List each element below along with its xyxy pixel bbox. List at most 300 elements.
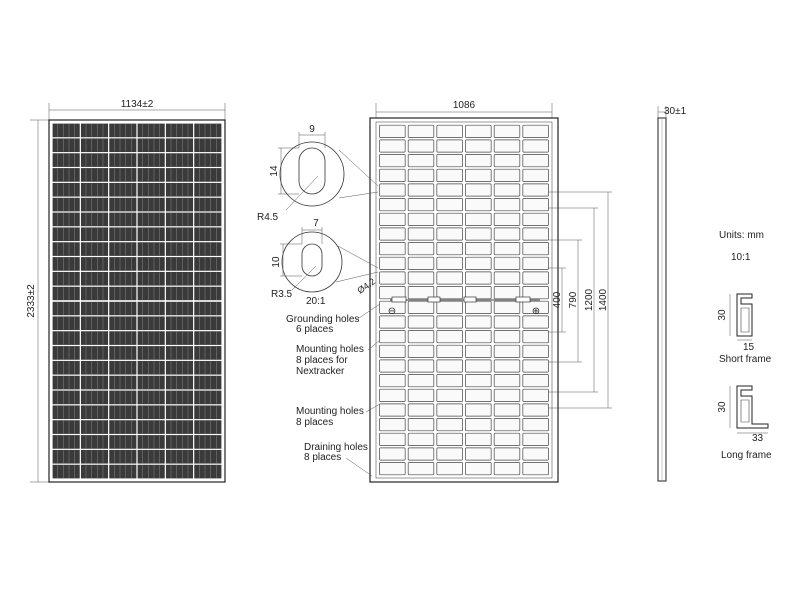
rear-cell	[466, 140, 492, 152]
rear-cell	[494, 331, 520, 343]
rear-cell	[437, 213, 463, 225]
rear-cell	[380, 389, 406, 401]
short-frame-width: 15	[743, 342, 755, 353]
front-cell	[138, 153, 165, 167]
front-cell	[53, 465, 80, 479]
rear-cell	[494, 184, 520, 196]
front-cell	[166, 391, 193, 405]
rear-cell	[523, 389, 549, 401]
front-cell	[166, 316, 193, 330]
front-cell	[53, 257, 80, 271]
hole-bottom-height: 10	[271, 256, 282, 268]
rear-cell	[523, 419, 549, 431]
rear-cell	[523, 463, 549, 475]
front-cell	[194, 316, 221, 330]
rear-cell	[466, 419, 492, 431]
front-cell	[109, 405, 136, 419]
front-cell	[109, 272, 136, 286]
hole-top-radius: R4.5	[257, 212, 279, 223]
front-cell	[81, 405, 108, 419]
front-cell	[138, 287, 165, 301]
front-width-dim: 1134±2	[120, 99, 154, 110]
dim-790: 790	[568, 291, 579, 309]
callout-mounting-nextracker	[296, 340, 380, 377]
front-cell	[138, 227, 165, 241]
rear-cell	[466, 375, 492, 387]
front-cell	[109, 465, 136, 479]
front-cell	[53, 316, 80, 330]
front-cell	[53, 213, 80, 227]
rear-cell	[523, 375, 549, 387]
front-cell	[138, 257, 165, 271]
rear-cell	[523, 243, 549, 255]
callout-mounting-line2: 8 places	[296, 417, 334, 428]
front-cell	[166, 420, 193, 434]
rear-cell	[437, 272, 463, 284]
rear-cell	[494, 301, 520, 313]
rear-cell	[380, 448, 406, 460]
front-cell	[109, 435, 136, 449]
front-cell	[166, 346, 193, 360]
front-cell	[166, 361, 193, 375]
front-cell	[109, 361, 136, 375]
rear-cell	[408, 140, 434, 152]
front-cell	[81, 272, 108, 286]
rear-cell	[380, 155, 406, 167]
rear-cell	[408, 169, 434, 181]
detail-scale: 20:1	[306, 296, 326, 307]
rear-cell	[408, 213, 434, 225]
front-cell	[53, 450, 80, 464]
front-cell	[138, 391, 165, 405]
front-cell	[81, 198, 108, 212]
rear-cell	[437, 184, 463, 196]
front-cell	[138, 361, 165, 375]
rear-cell	[523, 155, 549, 167]
units-scale: 10:1	[731, 252, 751, 263]
rear-cell	[408, 360, 434, 372]
rear-cell	[466, 301, 492, 313]
front-cell	[138, 138, 165, 152]
rear-cell	[466, 316, 492, 328]
rear-cell	[380, 316, 406, 328]
rear-cell	[380, 169, 406, 181]
rear-cell	[466, 404, 492, 416]
front-cell	[166, 168, 193, 182]
front-cell	[166, 138, 193, 152]
rear-cell	[523, 360, 549, 372]
front-cell	[81, 227, 108, 241]
units-label: Units: mm	[719, 230, 764, 241]
front-cell	[194, 138, 221, 152]
rear-cell	[494, 125, 520, 137]
hole-top-height: 14	[269, 165, 280, 177]
front-cell	[138, 420, 165, 434]
short-frame-height: 30	[717, 309, 728, 321]
front-cell	[53, 198, 80, 212]
rear-cell	[408, 345, 434, 357]
rear-cell	[380, 140, 406, 152]
rear-cell	[437, 419, 463, 431]
rear-cell	[466, 125, 492, 137]
rear-cell	[494, 243, 520, 255]
front-cell	[138, 183, 165, 197]
front-cell	[81, 138, 108, 152]
rear-cell	[466, 243, 492, 255]
front-cell	[194, 124, 221, 138]
front-cell	[194, 242, 221, 256]
rear-cell	[494, 404, 520, 416]
rear-cell	[408, 199, 434, 211]
rear-cell	[380, 463, 406, 475]
rear-cell	[408, 125, 434, 137]
rear-cell	[466, 360, 492, 372]
front-cell	[109, 138, 136, 152]
front-cell	[53, 242, 80, 256]
dim-400: 400	[552, 291, 563, 309]
front-cell	[166, 435, 193, 449]
front-cell	[81, 316, 108, 330]
front-cell	[53, 183, 80, 197]
front-cell	[53, 346, 80, 360]
front-cell	[138, 272, 165, 286]
front-cell	[53, 153, 80, 167]
rear-cell	[408, 463, 434, 475]
rear-cell	[494, 463, 520, 475]
rear-cell	[380, 272, 406, 284]
front-cell	[138, 242, 165, 256]
rear-cell	[494, 199, 520, 211]
rear-cell	[408, 331, 434, 343]
rear-cell	[380, 404, 406, 416]
front-cell	[53, 331, 80, 345]
front-cell	[194, 287, 221, 301]
junction-box	[428, 297, 440, 302]
rear-cell	[408, 228, 434, 240]
rear-cell	[466, 155, 492, 167]
rear-cell	[437, 389, 463, 401]
front-cell	[81, 331, 108, 345]
front-cell	[53, 376, 80, 390]
rear-cell	[494, 375, 520, 387]
front-cell	[194, 331, 221, 345]
diameter-label: Ø4.2	[355, 276, 378, 296]
rear-cell	[380, 184, 406, 196]
front-cell	[194, 420, 221, 434]
side-view	[658, 106, 687, 481]
rear-cell	[523, 228, 549, 240]
plus-terminal: ⊕	[531, 306, 541, 317]
rear-cell	[437, 448, 463, 460]
junction-box	[516, 297, 530, 302]
front-cell	[166, 213, 193, 227]
front-cell	[109, 257, 136, 271]
rear-cell	[466, 257, 492, 269]
rear-cell	[380, 360, 406, 372]
long-frame-height: 30	[717, 401, 728, 413]
front-cell	[138, 168, 165, 182]
rear-cell	[380, 228, 406, 240]
dim-1400: 1400	[598, 288, 609, 312]
rear-cell	[408, 257, 434, 269]
rear-cell	[380, 199, 406, 211]
front-cell	[81, 168, 108, 182]
rear-cell	[523, 257, 549, 269]
rear-cell	[408, 316, 434, 328]
minus-terminal: ⊖	[387, 306, 397, 317]
hole-bottom-radius: R3.5	[271, 289, 293, 300]
rear-cell	[466, 331, 492, 343]
rear-cell	[523, 448, 549, 460]
rear-cell	[408, 375, 434, 387]
rear-cell	[437, 404, 463, 416]
front-cell	[81, 183, 108, 197]
rear-cell	[466, 213, 492, 225]
front-cell	[166, 376, 193, 390]
long-frame-profile	[717, 386, 772, 461]
rear-cell	[466, 199, 492, 211]
rear-cell	[523, 199, 549, 211]
front-cell	[53, 435, 80, 449]
rear-cell	[523, 433, 549, 445]
rear-cell	[408, 433, 434, 445]
callout-mounting	[296, 404, 380, 428]
rear-cell	[408, 419, 434, 431]
front-cell	[53, 168, 80, 182]
junction-box	[392, 297, 406, 302]
callout-draining-line2: 8 places	[304, 452, 342, 463]
rear-cell	[437, 155, 463, 167]
rear-cell	[437, 316, 463, 328]
rear-cell	[466, 463, 492, 475]
front-cell	[109, 153, 136, 167]
front-cell	[194, 391, 221, 405]
callout-grounding	[286, 304, 380, 335]
rear-cell	[494, 257, 520, 269]
front-cell	[194, 435, 221, 449]
rear-cell	[494, 345, 520, 357]
front-cell	[194, 346, 221, 360]
front-cell	[194, 257, 221, 271]
front-cell	[194, 361, 221, 375]
junction-box	[464, 297, 476, 302]
rear-cell	[437, 257, 463, 269]
rear-cell	[408, 272, 434, 284]
front-height-dim: 2333±2	[26, 284, 37, 318]
rear-cell	[437, 360, 463, 372]
rear-cell	[437, 125, 463, 137]
rear-cell	[494, 272, 520, 284]
front-cell	[109, 168, 136, 182]
front-cell	[138, 376, 165, 390]
hole-top-width: 9	[309, 124, 315, 135]
rear-cell	[437, 228, 463, 240]
rear-cell	[380, 257, 406, 269]
front-cell	[81, 346, 108, 360]
front-cell	[109, 124, 136, 138]
front-cell	[81, 420, 108, 434]
rear-cell	[437, 331, 463, 343]
rear-cell	[437, 169, 463, 181]
rear-cell	[380, 433, 406, 445]
front-cell	[166, 405, 193, 419]
front-cell	[166, 257, 193, 271]
front-cell	[109, 287, 136, 301]
rear-cell	[380, 375, 406, 387]
rear-cell	[466, 228, 492, 240]
rear-cell	[494, 360, 520, 372]
rear-cell	[494, 169, 520, 181]
front-cell	[194, 272, 221, 286]
front-cell	[166, 465, 193, 479]
front-cell	[81, 376, 108, 390]
front-cell	[138, 346, 165, 360]
front-cell	[194, 168, 221, 182]
rear-cell	[437, 375, 463, 387]
front-cell	[166, 183, 193, 197]
front-cell	[81, 124, 108, 138]
front-cell	[53, 361, 80, 375]
front-cell	[81, 242, 108, 256]
rear-cell	[523, 125, 549, 137]
front-cell	[109, 183, 136, 197]
front-cell	[53, 124, 80, 138]
rear-cell	[380, 331, 406, 343]
rear-cell	[494, 316, 520, 328]
front-cell	[53, 391, 80, 405]
callout-grounding-line2: 6 places	[296, 324, 334, 335]
rear-view	[257, 100, 612, 482]
thickness-dim: 30±1	[664, 106, 687, 117]
hole-detail-top	[257, 124, 378, 223]
dim-1200: 1200	[584, 288, 595, 312]
rear-cell	[494, 433, 520, 445]
rear-cell	[523, 331, 549, 343]
front-cell	[109, 331, 136, 345]
rear-cell	[494, 140, 520, 152]
rear-cell	[523, 345, 549, 357]
front-cell	[194, 198, 221, 212]
rear-cell	[437, 140, 463, 152]
front-cell	[194, 227, 221, 241]
front-cell	[53, 302, 80, 316]
front-cell	[81, 450, 108, 464]
front-cell	[81, 287, 108, 301]
front-cell	[166, 287, 193, 301]
front-cell	[166, 272, 193, 286]
rear-cell	[437, 463, 463, 475]
callout-grounding-line1: Grounding holes	[286, 314, 360, 325]
rear-cell	[408, 404, 434, 416]
rear-cell	[437, 243, 463, 255]
front-cell	[109, 450, 136, 464]
front-cell	[53, 287, 80, 301]
callout-draining-line1: Draining holes	[304, 442, 368, 453]
front-cell	[194, 153, 221, 167]
callout-nextracker-line2: 8 places for	[296, 355, 348, 366]
front-cell	[166, 198, 193, 212]
rear-cell	[494, 228, 520, 240]
front-cell	[194, 302, 221, 316]
front-cell	[53, 272, 80, 286]
front-cell	[138, 405, 165, 419]
rear-cell	[380, 419, 406, 431]
callout-mounting-line1: Mounting holes	[296, 406, 364, 417]
front-cell	[81, 361, 108, 375]
callout-nextracker-line3: Nextracker	[296, 366, 345, 377]
rear-cell	[380, 243, 406, 255]
front-cell	[109, 376, 136, 390]
front-cell	[194, 213, 221, 227]
rear-cell	[380, 125, 406, 137]
rear-cell	[523, 184, 549, 196]
rear-cell	[466, 433, 492, 445]
front-view	[26, 99, 225, 482]
long-frame-width: 33	[752, 433, 764, 444]
front-cell	[109, 302, 136, 316]
callout-draining	[304, 442, 372, 476]
front-cell	[194, 450, 221, 464]
front-cell	[138, 331, 165, 345]
rear-cell	[437, 433, 463, 445]
rear-cell	[466, 184, 492, 196]
callout-nextracker-line1: Mounting holes	[296, 344, 364, 355]
rear-cell	[523, 140, 549, 152]
front-cell	[53, 138, 80, 152]
rear-cell	[466, 169, 492, 181]
front-cell	[194, 183, 221, 197]
rear-cell	[466, 389, 492, 401]
front-cell	[166, 124, 193, 138]
rear-cell	[494, 155, 520, 167]
rear-cell	[408, 301, 434, 313]
front-cell	[138, 435, 165, 449]
rear-cell	[437, 287, 463, 299]
rear-cell	[523, 169, 549, 181]
front-cell	[109, 242, 136, 256]
rear-cell	[494, 213, 520, 225]
front-cell	[109, 198, 136, 212]
rear-cell	[494, 419, 520, 431]
front-cell	[81, 257, 108, 271]
rear-cell	[523, 316, 549, 328]
rear-cell	[380, 213, 406, 225]
front-cell	[166, 242, 193, 256]
rear-width-dim: 1086	[452, 100, 476, 111]
front-cell	[138, 316, 165, 330]
front-cell	[109, 316, 136, 330]
rear-cell	[523, 404, 549, 416]
front-cell	[138, 213, 165, 227]
front-cell	[138, 302, 165, 316]
front-cell	[81, 435, 108, 449]
rear-cell	[466, 272, 492, 284]
front-cell	[109, 227, 136, 241]
rear-cell	[408, 389, 434, 401]
front-cell	[81, 153, 108, 167]
front-cell	[138, 450, 165, 464]
front-cell	[81, 302, 108, 316]
front-cell	[166, 331, 193, 345]
front-cell	[166, 153, 193, 167]
front-cell	[109, 213, 136, 227]
long-frame-label: Long frame	[721, 450, 772, 461]
short-frame-label: Short frame	[719, 354, 772, 365]
front-cell	[81, 391, 108, 405]
rear-cell	[523, 272, 549, 284]
rear-cell	[437, 345, 463, 357]
front-cell	[194, 376, 221, 390]
